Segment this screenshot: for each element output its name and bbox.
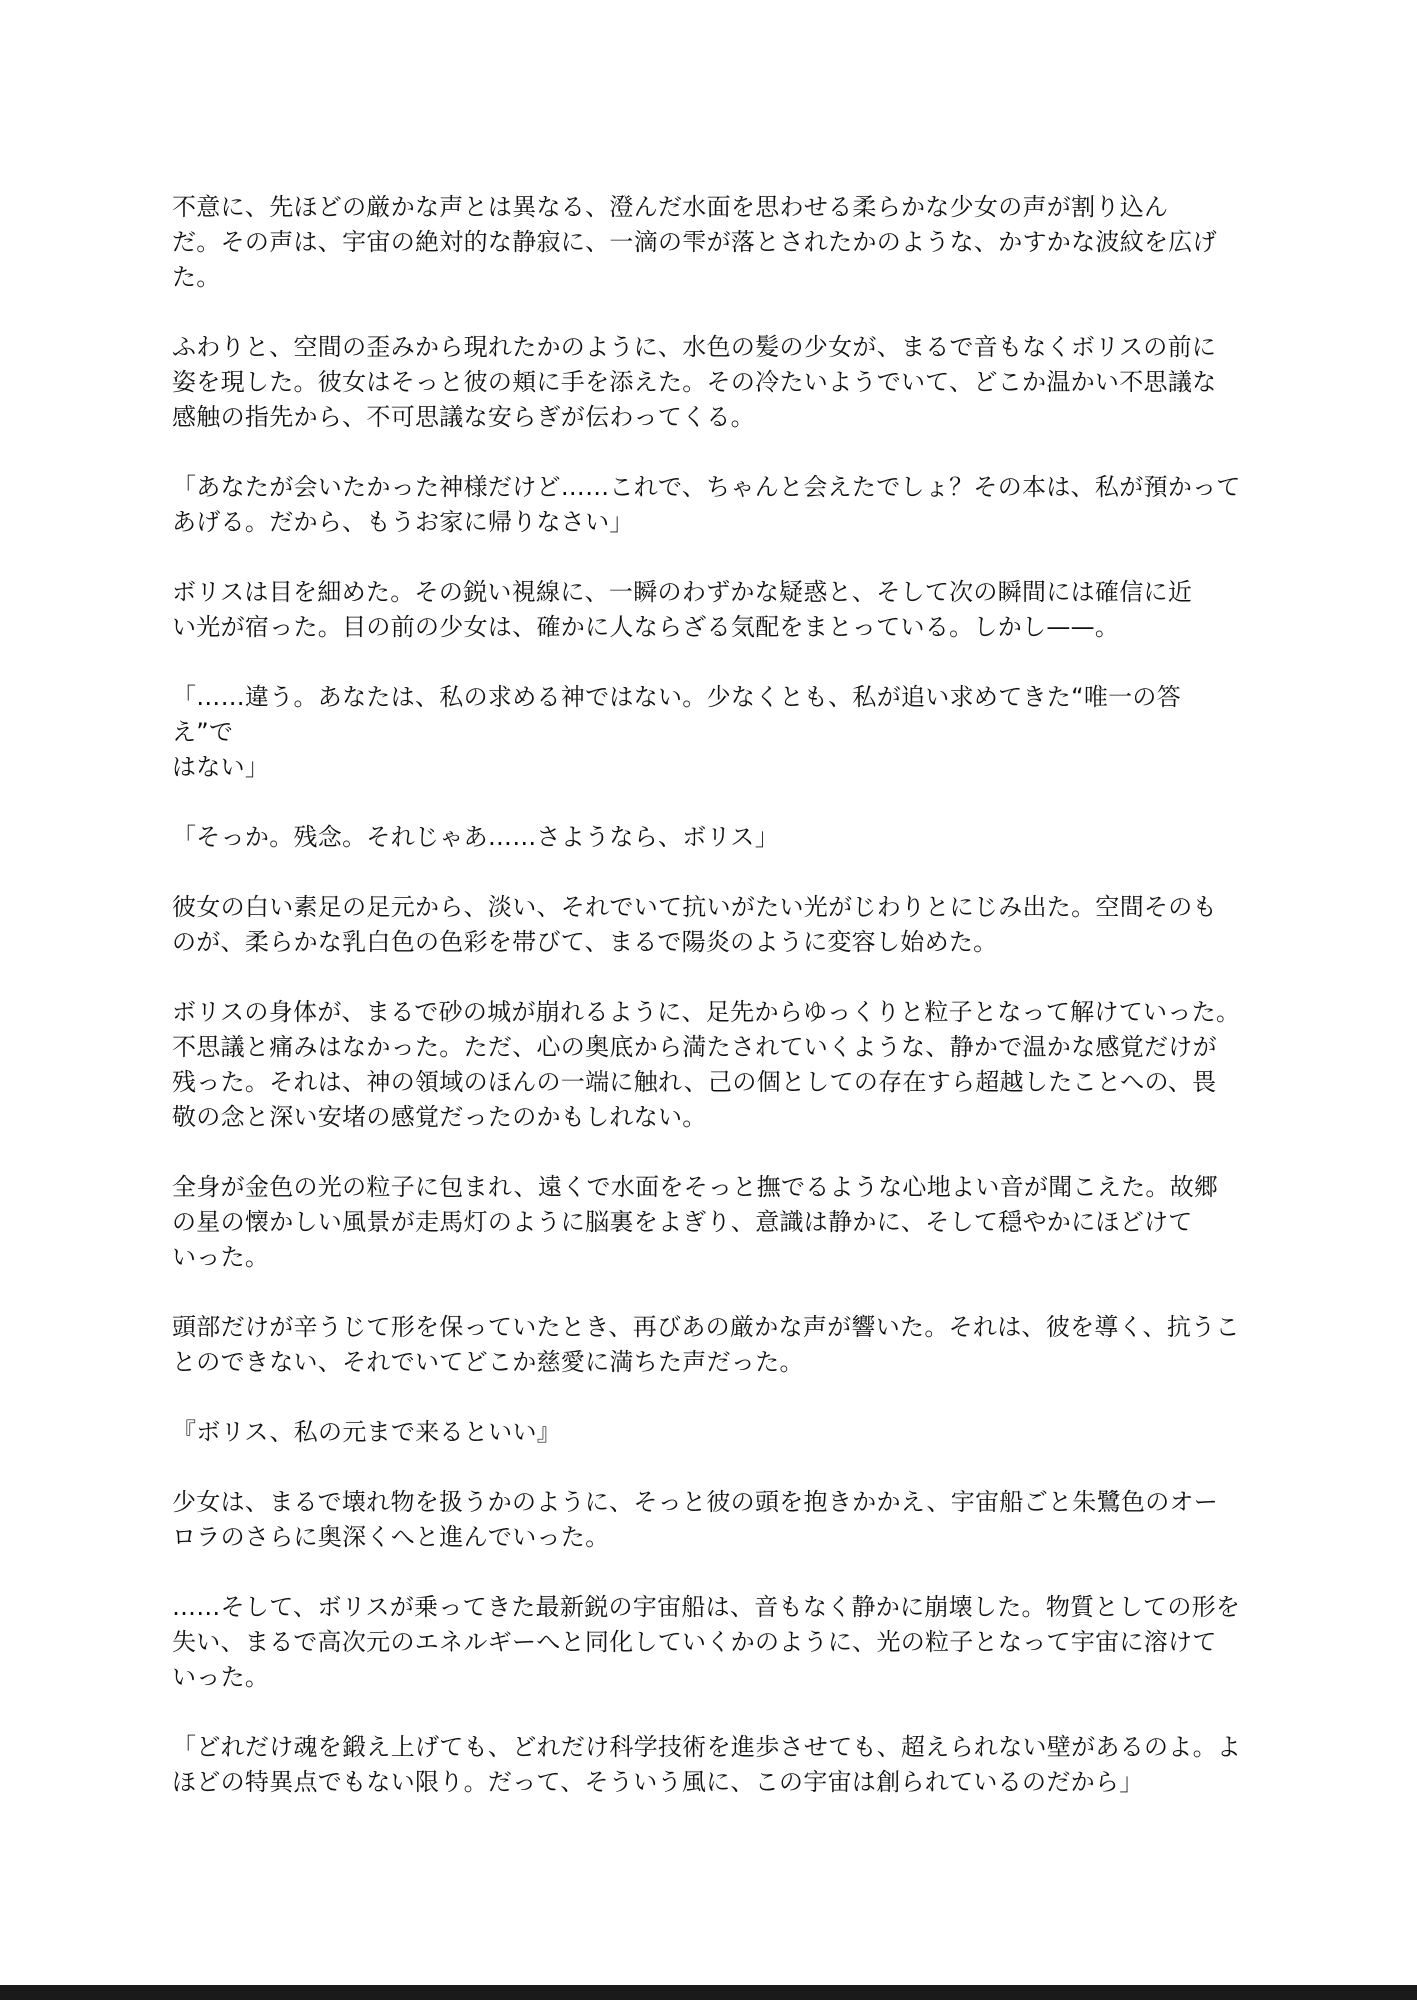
paragraph: 彼女の白い素足の足元から、淡い、それでいて抗いがたい光がじわりとにじみ出た。空間そのも のが、柔らかな乳白色の色彩を帯びて、まるで陽炎のように変容し始めた。 <box>172 893 1217 956</box>
paragraph: ふわりと、空間の歪みから現れたかのように、水色の髪の少女が、まるで音もなくボリスの前に 姿を現した。彼女はそっと彼の頬に手を添えた。その冷たいようでいて、どこか温かい不思議な 感触の指先から、不可思議な安らぎが伝わってくる。 <box>172 333 1217 431</box>
paragraph: ボリスの身体が、まるで砂の城が崩れるように、足先からゆっくりと粒子となって解けていった。 不思議と痛みはなかった。ただ、心の奥底から満たされていくような、静かで温かな感覚だけが 残った。それは、神の領域のほんの一端に触れ、己の個としての存在すら超越したことへの、畏 敬の念と深い安堵の感覚だったのかもしれない。 <box>172 998 1241 1131</box>
paragraph: 「そっか。残念。それじゃあ……さようなら、ボリス」 <box>172 823 780 851</box>
paragraph: 「……違う。あなたは、私の求める神ではない。少なくとも、私が追い求めてきた“唯一の答え”で はない」 <box>172 683 1182 781</box>
paragraph: 「あなたが会いたかった神様だけど……これで、ちゃんと会えたでしょ？その本は、私が預かって あげる。だから、もうお家に帰りなさい」 <box>172 473 1241 536</box>
paragraph: ボリスは目を細めた。その鋭い視線に、一瞬のわずかな疑惑と、そして次の瞬間には確信に近 い光が宿った。目の前の少女は、確かに人ならざる気配をまとっている。しかし——。 <box>172 578 1193 641</box>
paragraph: 少女は、まるで壊れ物を扱うかのように、そっと彼の頭を抱きかかえ、宇宙船ごと朱鷺色のオー ロラのさらに奥深くへと進んでいった。 <box>172 1488 1219 1551</box>
bottom-edge-bar <box>0 1985 1417 2000</box>
paragraph: 不意に、先ほどの厳かな声とは異なる、澄んだ水面を思わせる柔らかな少女の声が割り込ん だ。その声は、宇宙の絶対的な静寂に、一滴の雫が落とされたかのような、かすかな波紋を広げ た。 <box>172 193 1217 291</box>
body-text <box>172 190 1242 1835</box>
paragraph: 頭部だけが辛うじて形を保っていたとき、再びあの厳かな声が響いた。それは、彼を導く、抗うこ とのできない、それでいてどこか慈愛に満ちた声だった。 <box>172 1313 1240 1376</box>
paragraph: 全身が金色の光の粒子に包まれ、遠くで水面をそっと撫でるような心地よい音が聞こえた。故郷 の星の懐かしい風景が走馬灯のように脳裏をよぎり、意識は静かに、そして穏やかにほどけて いった。 <box>172 1173 1219 1271</box>
paragraph: ……そして、ボリスが乗ってきた最新鋭の宇宙船は、音もなく静かに崩壊した。物質としての形を 失い、まるで高次元のエネルギーへと同化していくかのように、光の粒子となって宇宙に溶けて いった。 <box>172 1593 1241 1691</box>
paragraph: 『ボリス、私の元まで来るといい』 <box>172 1418 562 1446</box>
paragraph: 「どれだけ魂を鍛え上げても、どれだけ科学技術を進歩させても、超えられない壁があるのよ。よ ほどの特異点でもない限り。だって、そういう風に、この宇宙は創られているのだから」 <box>172 1733 1242 1796</box>
